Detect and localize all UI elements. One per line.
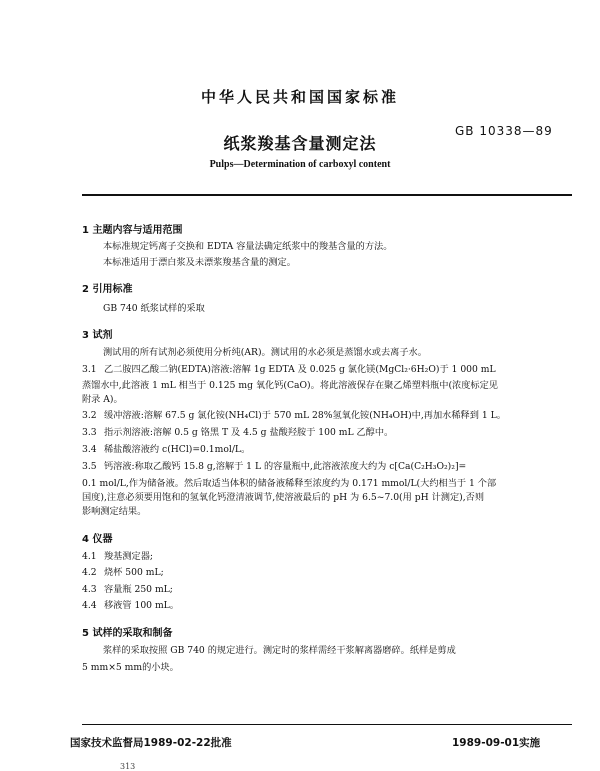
header-divider [82,194,572,196]
item-4-4-number: 4.4 [82,600,97,611]
item-3-2 [82,409,506,422]
standard-body-header: 中华人民共和国国家标准 [200,88,399,106]
item-4-3-text: 容量瓶 250 mL; [104,584,173,595]
section-1-heading: 1 主题内容与适用范围 [82,225,183,236]
section-5-heading: 5 试样的采取和制备 [82,628,173,639]
footer-divider [82,724,572,725]
item-3-4-text: 稀盐酸溶液约 c(HCl)=0.1mol/L。 [104,444,251,455]
section-5-line-2: 5 mm×5 mm的小块。 [82,662,179,673]
item-3-5-number: 3.5 [82,461,97,472]
section-3-intro: 测试用的所有试剂必须使用分析纯(AR)。测试用的水必须是蒸馏水或去离子水。 [103,347,427,358]
item-4-3 [82,583,173,596]
effective-date: 1989-09-01实施 [452,737,541,749]
section-5-line-1: 浆样的采取按照 GB 740 的规定进行。测定时的浆样需经干浆解离器磨碎。纸样是剪成 [103,645,456,656]
section-1-paragraph-2: 本标准适用于漂白浆及未漂浆羧基含量的测定。 [103,257,296,268]
item-3-2-text: 缓冲溶液:溶解 67.5 g 氯化铵(NH₄Cl)于 570 mL 28%氢氧化铵(NH₄OH)中,再加水稀释到 1 L。 [104,410,506,421]
item-3-1-line-3: 附录 A)。 [82,394,123,405]
item-4-3-number: 4.3 [82,584,97,595]
item-3-3-number: 3.3 [82,427,97,438]
item-3-3-text: 指示剂溶液:溶解 0.5 g 铬黑 T 及 4.5 g 盐酸羟胺于 100 mL 乙醇中。 [104,427,394,438]
item-3-5-line-3: 国度),注意必须要用饱和的氢氧化钙澄清液调节,使溶液最后的 pH 为 6.5~7.0(用 pH 计测定),否则 [82,492,485,503]
section-2-heading: 2 引用标准 [82,284,133,295]
item-3-1 [82,363,496,376]
item-3-1-line-2: 蒸馏水中,此溶液 1 mL 相当于 0.125 mg 氧化钙(CaO)。将此溶液保存在聚乙烯塑料瓶中(浓度标定见 [82,380,498,391]
item-3-4 [82,443,250,456]
standard-code: GB 10338—89 [455,124,553,138]
item-4-2-text: 烧杯 500 mL; [104,567,164,578]
item-4-4-text: 移液管 100 mL。 [104,600,179,611]
document-title: 纸浆羧基含量测定法 [223,134,377,153]
item-3-1-number: 3.1 [82,364,97,375]
item-4-1 [82,550,153,563]
item-4-1-number: 4.1 [82,551,97,562]
item-3-5-line-2: 0.1 mol/L,作为储备液。然后取适当体积的储备液稀释至浓度约为 0.171 mmol/L(大约相当于 1 个部 [82,478,497,489]
item-4-1-text: 羧基测定器; [104,551,154,562]
item-3-4-number: 3.4 [82,444,97,455]
item-3-2-number: 3.2 [82,410,97,421]
item-3-5 [82,460,466,473]
item-3-5-line-1: 钙溶液:称取乙酸钙 15.8 g,溶解于 1 L 的容量瓶中,此溶液浓度大约为 c[Ca(C₂H₃O₂)₂]= [104,461,467,472]
page-number: 313 [120,762,136,771]
item-4-2-number: 4.2 [82,567,97,578]
section-4-heading: 4 仪器 [82,534,113,545]
document-title-english: Pulps—Determination of carboxyl content [209,159,391,170]
item-3-5-line-4: 影响测定结果。 [82,506,147,517]
item-3-3 [82,426,393,439]
section-3-heading: 3 试剂 [82,330,113,341]
section-1-paragraph-1: 本标准规定钙离子交换和 EDTA 容量法确定纸浆中的羧基含量的方法。 [103,241,393,252]
item-3-1-line-1: 乙二胺四乙酸二钠(EDTA)溶液:溶解 1g EDTA 及 0.025 g 氯化镁(MgCl₂·6H₂O)于 1 000 mL [104,364,496,375]
section-2-reference: GB 740 纸浆试样的采取 [103,303,205,314]
approval-date: 国家技术监督局1989-02-22批准 [70,737,232,749]
item-4-2 [82,566,164,579]
item-4-4 [82,599,179,612]
